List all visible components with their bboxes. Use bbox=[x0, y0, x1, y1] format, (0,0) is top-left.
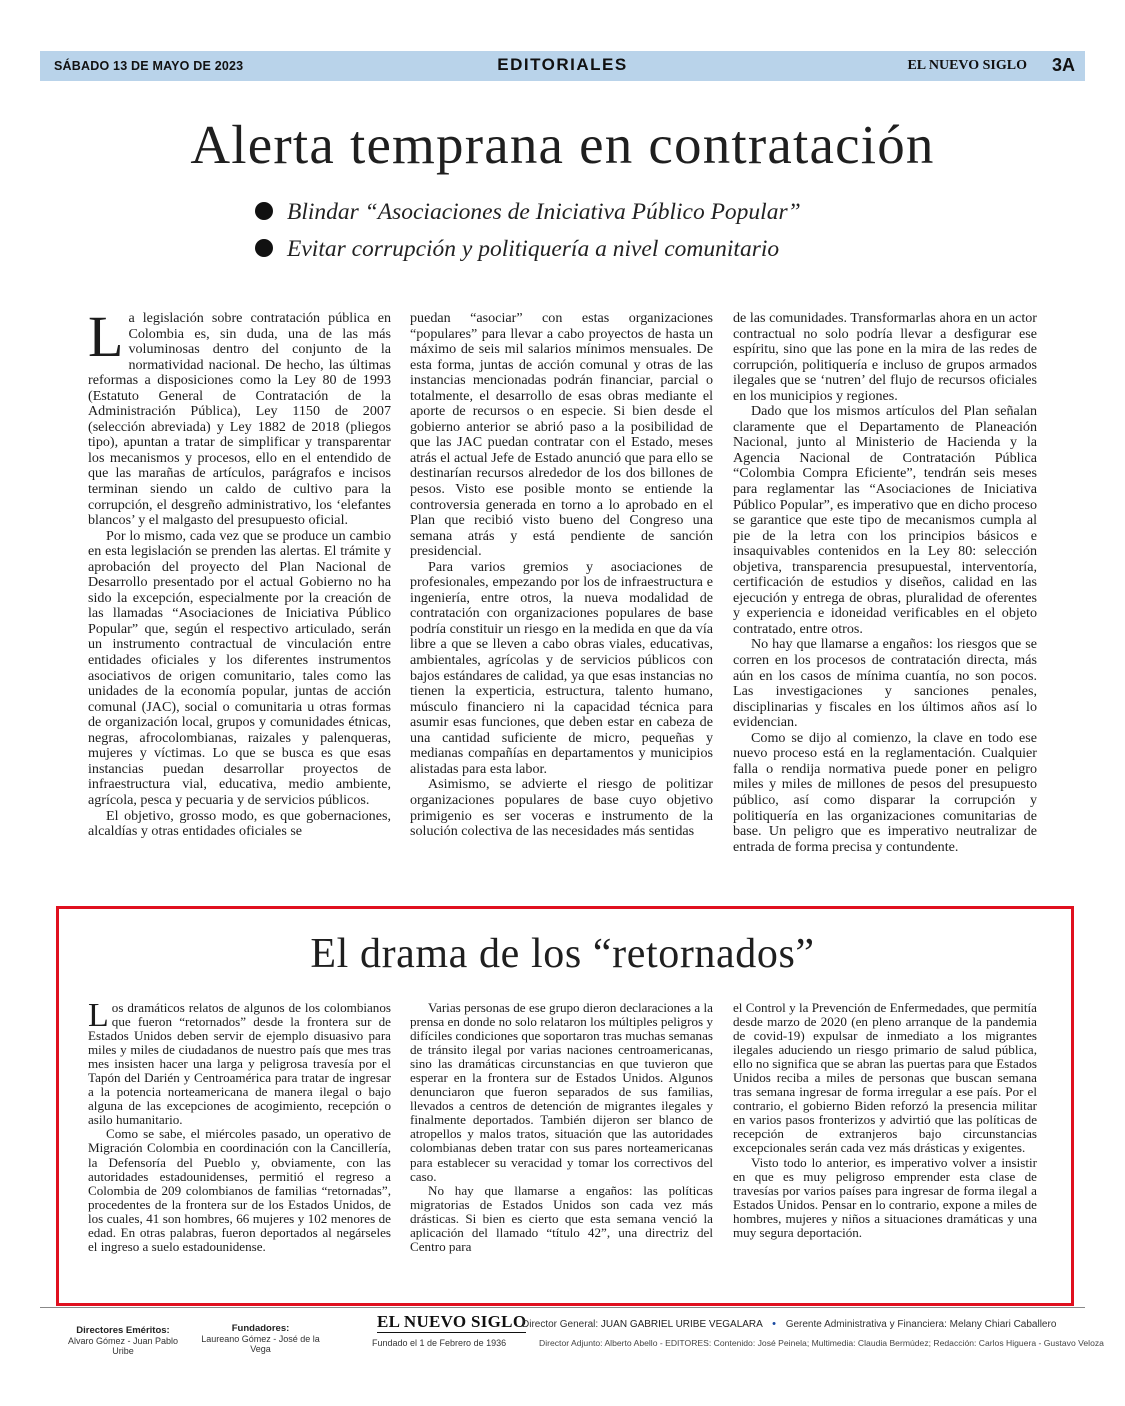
paragraph: Dado que los mismos artículos del Plan señalan claramente que el Departamento de Planeación Nacional, junto al Ministerio de Hacienda y la Agencia Nacional de Contratación Pública “Colombia Compra Eficiente”, tendrán seis meses para reglamentar las “Asociaciones de Iniciativa Público Popular”, es imperativo que en dicho proceso se garantice que este tipo de mecanismos cumpla al pie de la letra con los principios básicos e insaquivables contenidos en la Ley 80: selección objetiva, transparencia presupuestal, interventoría, certificación de estudios y diseños, calidad en las ejecución y entrega de obras, pluralidad de oferentes y experiencia e idoneidad verificables en el objeto contratado, entre otros. bbox=[733, 403, 1037, 637]
editorial-1-bullet-2 bbox=[255, 236, 779, 263]
footer-divider bbox=[40, 1307, 1085, 1308]
section-header-bar bbox=[40, 51, 1085, 81]
founded-date: Fundado el 1 de Febrero de 1936 bbox=[372, 1338, 507, 1348]
editorial-2-column-2 bbox=[410, 1001, 713, 1254]
editorial-2-column-3 bbox=[733, 1001, 1037, 1240]
paragraph: Varias personas de ese grupo dieron declaraciones a la prensa en donde no solo relataron los múltiples peligros y difíciles condiciones que soportaron tras muchas semanas de tránsito ilegal por varias naciones centroamericanas, sino las dramáticas circunstancias en que tuvieron que esperar en la frontera sur de Estados Unidos. Algunos denunciaron que fueron separados de sus familias, llevados a centros de detención de migrantes ilegales y finalmente deportados. También dijeron ser blanco de atropellos y malos tratos, situación que las autoridades colombianas deben tratar con sus pares norteamericanas para establecer su veracidad y tomar los correctivos del caso. bbox=[410, 1000, 713, 1184]
drop-cap: L bbox=[88, 304, 124, 369]
editorial-1-column-3 bbox=[733, 311, 1037, 855]
paragraph: Los dramáticos relatos de algunos de los colombianos que fueron “retornados” desde la frontera sur de Estados Unidos deben servir de ejemplo disuasivo para miles y miles de ciudadanos de nuestro país que mes tras mes insisten hacer una larga y peligrosa travesía por el Tapón del Darién y Centroamérica para tratar de ingresar a la potencia norteamericana de manera ilegal o bajo alguna de las excepciones de acogimiento, recepción o asilo humanitario. bbox=[88, 997, 391, 1128]
editorial-2-column-1 bbox=[88, 997, 391, 1254]
bullet-text: Evitar corrupción y politiquería a nivel comunitario bbox=[287, 236, 780, 262]
bullet-dot-icon bbox=[255, 202, 273, 220]
drop-cap: L bbox=[88, 997, 109, 1034]
editorial-2-title: El drama de los “retornados” bbox=[310, 931, 815, 977]
footer-brand-logo: EL NUEVO SIGLO bbox=[377, 1312, 527, 1331]
paragraph: El objetivo, grosso modo, es que gobernaciones, alcaldías y otras entidades oficiales se bbox=[88, 807, 391, 840]
directors-names: Alvaro Gómez - Juan Pablo Uribe bbox=[67, 1336, 179, 1356]
separator-bullet: • bbox=[772, 1318, 776, 1330]
page-number: 3A bbox=[1051, 55, 1075, 75]
directors-emeritos bbox=[58, 1325, 188, 1356]
director-general-name: JUAN GABRIEL URIBE VEGALARA bbox=[600, 1319, 763, 1330]
founders bbox=[198, 1323, 323, 1354]
editorial-1-bullet-1 bbox=[255, 199, 801, 226]
paragraph: Como se dijo al comienzo, la clave en todo ese nuevo proceso está en la reglamentación. Cualquier falla o rendija normativa puede poner en peligro miles y miles de millones de pesos del presupuesto público, así como disparar la corrupción y politiquería en las organizaciones comunitarias de base. Un peligro que es imperativo neutralizar de entrada de forma precisa y contundente. bbox=[733, 729, 1037, 855]
paragraph: No hay que llamarse a engaños: las políticas migratorias de Estados Unidos son cada vez más drásticas. Si bien es cierto que esta semana venció la aplicación del llamado “título 42”, una directriz del Centro para bbox=[410, 1182, 713, 1254]
paragraph: Para varios gremios y asociaciones de profesionales, empezando por los de infraestructura e ingeniería, entre otros, la nueva modalidad de contratación con organizaciones populares de base podría constituir un riesgo en la medida en que da vía libre a que se lleven a cabo obras viales, educativas, ambientales, agrícolas y de servicios públicos con bajos estándares de calidad, ya que esas instancias no tienen la experticia, estructura, talento humano, músculo financiero ni la capacidad técnica para asumir esas funciones, que deben estar en cabeza de una cantidad suficiente de micro, pequeñas y medianas compañías en departamentos y municipios alistadas para esta labor. bbox=[410, 558, 713, 777]
paragraph: La legislación sobre contratación pública en Colombia es, sin duda, una de las más voluminosas dentro del conjunto de la normatividad nacional. De hecho, las últimas reformas a disposiciones como la Ley 80 de 1993 (Estatuto General de Contratación de la Administración Pública), Ley 1150 de 2007 (selección abreviada) y Ley 1882 de 2018 (pliegos tipo), apuntan a tratar de simplificar y transparentar los mecanismos y procesos, ello en el entendido de que las marañas de artículos, parágrafos e incisos terminan siendo un caldo de cultivo para la corrupción, el desgreño administrativo, los ‘elefantes blancos’ y el malgasto del presupuesto oficial. bbox=[88, 304, 391, 529]
founders-label: Fundadores: bbox=[231, 1323, 290, 1334]
bullet-dot-icon bbox=[255, 239, 273, 257]
paragraph: Asimismo, se advierte el riesgo de politizar organizaciones populares de base cuyo objetivo primigenio es ser voceras e instrumento de la solución colectiva de las necesidades más sentidas bbox=[410, 776, 713, 840]
paragraph: Como se sabe, el miércoles pasado, un operativo de Migración Colombia en coordinación con la Cancillería, la Defensoría del Pueblo y, obviamente, con las autoridades estadounidenses, permitió el regreso a Colombia de 209 colombianos de familias “retornadas”, procedentes de la frontera sur de los Estados Unidos, de los cuales, 41 son hombres, 66 mujeres y 102 menores de edad. En otras palabras, fueron deportados al negárseles el ingreso a suelo estadounidense. bbox=[88, 1126, 391, 1254]
directors-label: Directores Eméritos: bbox=[76, 1325, 170, 1336]
editorial-1-column-2 bbox=[410, 311, 713, 840]
founders-names: Laureano Gómez - José de la Vega bbox=[201, 1334, 320, 1354]
paragraph: No hay que llamarse a engaños: los riesgos que se corren en los procesos de contratación directa, más aún en los casos de mínima cuantía, no son pocos. Las investigaciones y sanciones penales, disciplinarias y fiscales en los últimos años así lo evidencian. bbox=[733, 636, 1037, 731]
editorial-1-column-1 bbox=[88, 304, 391, 840]
manager-label: Gerente Administrativa y Financiera: bbox=[785, 1319, 947, 1330]
section-name: EDITORIALES bbox=[497, 55, 628, 74]
editorial-1-title: Alerta temprana en contratación bbox=[190, 114, 935, 175]
paragraph: de las comunidades. Transformarlas ahora en un actor contractual no solo podría llevar a desfigurar ese espíritu, sino que las pone en la mira de las redes de corrupción, politiquería e incluso de grupos armados ilegales que se ‘nutren’ del flujo de recursos oficiales en los municipios y regiones. bbox=[733, 310, 1037, 404]
masthead-staff: Director Adjunto: Alberto Abello - EDITORES: Contenido: José Peinela; Multimedia: Claudia Bermúdez; Redacción: Carlos Higuera - Gustavo Veloza bbox=[539, 1338, 1104, 1348]
masthead-directors bbox=[522, 1318, 1056, 1330]
paragraph: el Control y la Prevención de Enfermedades, que permitía desde marzo de 2020 (en pleno arranque de la pandemia de covid-19) expulsar de inmediato a los migrantes ilegales aduciendo un riesgo primario de salud pública, ello no significa que se abran las puertas para que Estados Unidos reciba a miles de personas que buscan semana tras semana ingresar de forma irregular a ese país. Por el contrario, el gobierno Biden reforzó la presencia militar en varios pasos fronterizos y advirtió que las políticas de recepción de extranjeros bajo circunstancias excepcionales serán cada vez más drásticas y exigentes. bbox=[733, 1000, 1037, 1156]
issue-date: SÁBADO 13 DE MAYO DE 2023 bbox=[54, 59, 244, 73]
paragraph: puedan “asociar” con estas organizaciones “populares” para llevar a cabo proyectos de hasta un máximo de seis mil salarios mínimos mensuales. De esta forma, juntas de acción comunal y otras de las instancias mencionadas podrán financiar, parcial o totalmente, el desarrollo de esas obras mediante el aporte de recursos o en especie. Si bien desde el gobierno anterior se abrió paso a la posibilidad de que las JAC puedan contratar con el Estado, meses atrás el actual Jefe de Estado anunció que para ello se destinarían recursos alrededor de los dos billones de pesos. Visto ese posible monto se entiende la controversia generada en torno a lo aprobado en el Plan que recibió visto bueno del Congreso una semana atrás y está pendiente de sanción presidencial. bbox=[410, 310, 713, 560]
director-general-label: Director General: bbox=[522, 1319, 599, 1330]
manager-name: Melany Chiari Caballero bbox=[949, 1319, 1057, 1330]
paragraph: Visto todo lo anterior, es imperativo volver a insistir en que es muy peligroso emprender esta clase de travesías por varios países para ingresar de forma ilegal a Estados Unidos. Pensar en lo contrario, expone a miles de hombres, mujeres y niños a situaciones dramáticas y una muy segura deportación. bbox=[733, 1154, 1037, 1240]
bullet-text: Blindar “Asociaciones de Iniciativa Público Popular” bbox=[287, 199, 801, 225]
header-brand: EL NUEVO SIGLO bbox=[907, 58, 1027, 73]
paragraph: Por lo mismo, cada vez que se produce un cambio en esta legislación se prenden las alertas. El trámite y aprobación del proyecto del Plan Nacional de Desarrollo presentado por el actual Gobierno no ha sido la excepción, especialmente por la creación de las llamadas “Asociaciones de Iniciativa Público Popular” que, según el respectivo articulado, serán un instrumento contractual de vinculación entre entidades oficiales y los diferentes instrumentos asociativos de origen comunitario, tales como las unidades de la economía popular, juntas de acción comunal (JAC), social o comunitaria u otras formas de organización local, grupos y comunidades étnicas, negras, afrocolombianas, raizales y palenqueras, mujeres y víctimas. Lo que se busca es que esas instancias puedan desarrollar proyectos de infraestructura vial, educativa, medio ambiente, agrícola, pesca y pecuaria y de servicios públicos. bbox=[88, 527, 391, 808]
